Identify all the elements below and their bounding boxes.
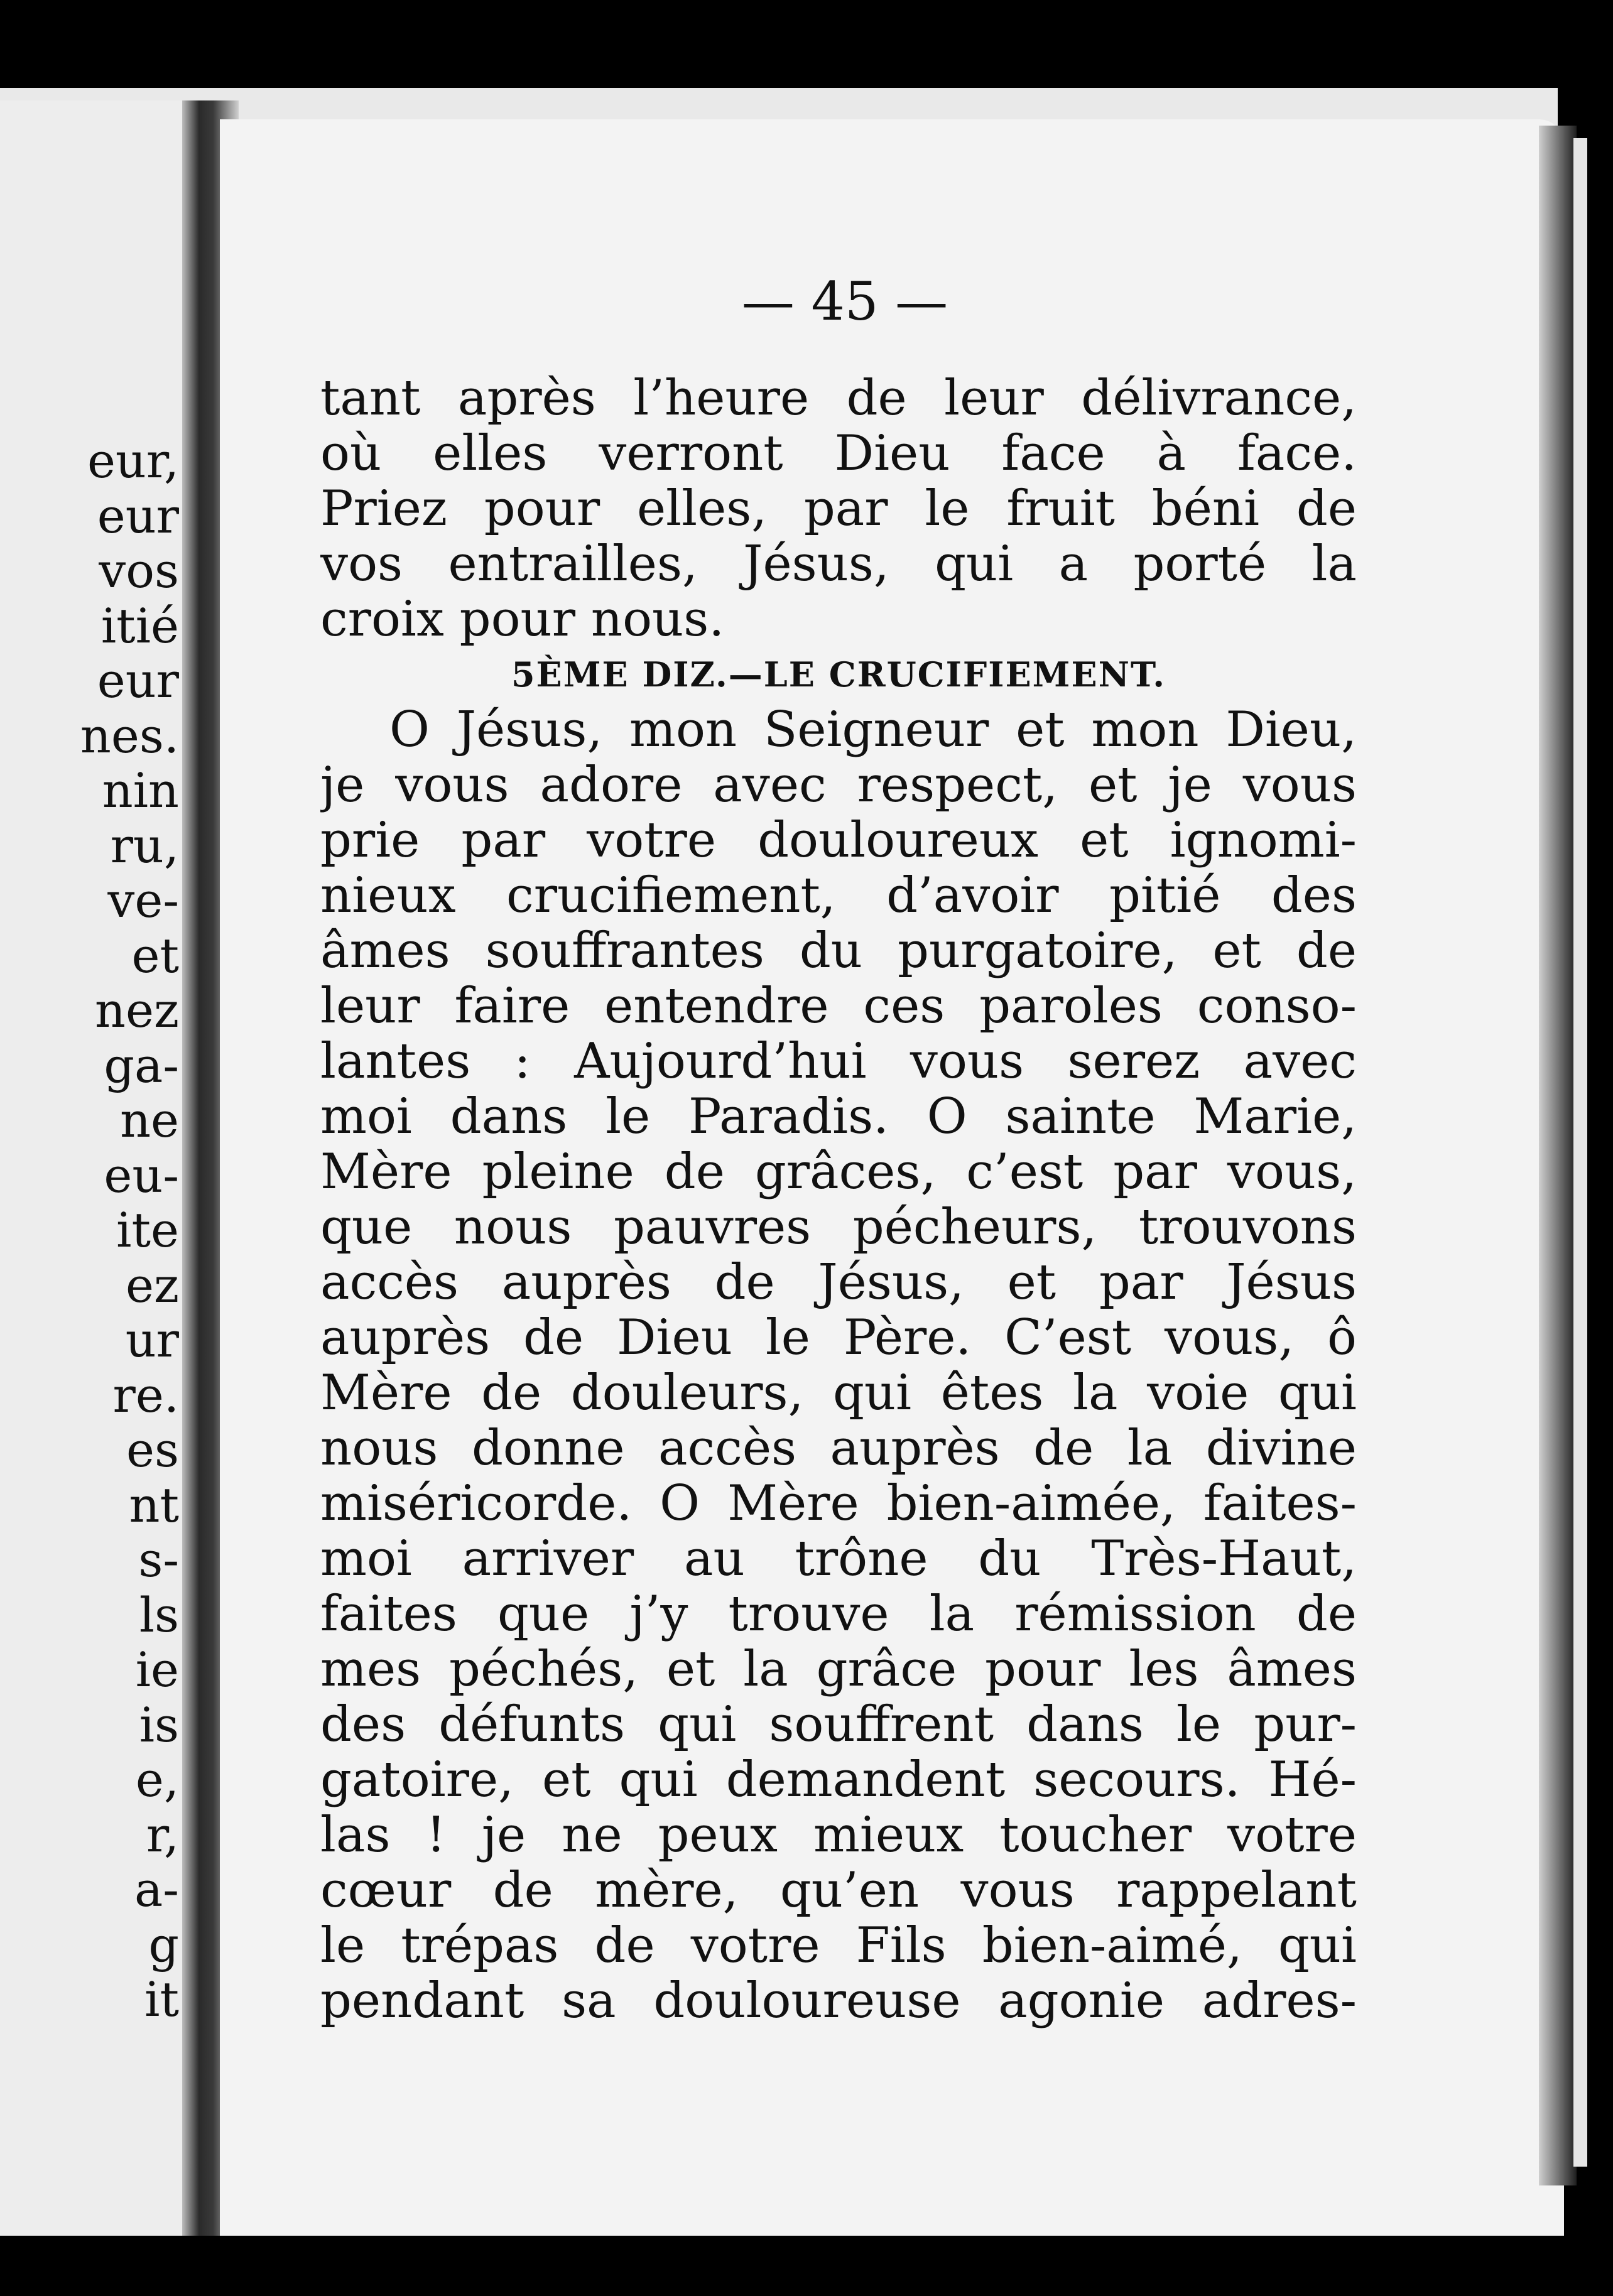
left-fragment: is xyxy=(139,1697,179,1752)
text-line: des défunts qui souffrent dans le pur- xyxy=(320,1697,1357,1752)
text-line: accès auprès de Jésus, et par Jésus xyxy=(320,1255,1357,1310)
left-fragment: es xyxy=(126,1422,179,1478)
text-line: las ! je ne peux mieux toucher votre xyxy=(320,1807,1357,1863)
left-fragment: ne xyxy=(120,1093,179,1148)
page-number: — 45 — xyxy=(741,271,948,332)
left-fragment: eur, xyxy=(87,433,179,489)
text-line: moi dans le Paradis. O sainte Marie, xyxy=(320,1089,1357,1144)
text-line: mes péchés, et la grâce pour les âmes xyxy=(320,1642,1357,1697)
left-fragment: re. xyxy=(112,1367,179,1422)
page-body xyxy=(320,371,1357,2028)
left-fragment: ite xyxy=(116,1203,179,1258)
text-line: auprès de Dieu le Père. C’est vous, ô xyxy=(320,1310,1357,1365)
text-line: Mère de douleurs, qui êtes la voie qui xyxy=(320,1365,1357,1421)
text-line: nous donne accès auprès de la divine xyxy=(320,1421,1357,1476)
text-line: O Jésus, mon Seigneur et mon Dieu, xyxy=(389,702,1357,757)
left-fragment: nez xyxy=(95,983,179,1038)
page-stack-edge xyxy=(1573,138,1587,2167)
text-line: moi arriver au trône du Très-Haut, xyxy=(320,1531,1357,1586)
text-line: le trépas de votre Fils bien-aimé, qui xyxy=(320,1918,1357,1973)
text-line: tant après l’heure de leur délivrance, xyxy=(320,371,1357,426)
section-heading: 5ÈME DIZ.—LE CRUCIFIEMENT. xyxy=(511,654,1166,695)
left-page-text xyxy=(0,433,179,2027)
text-line: croix pour nous. xyxy=(320,592,725,647)
text-line: vos entrailles, Jésus, qui a porté la xyxy=(320,536,1357,592)
text-line: lantes : Aujourd’hui vous serez avec xyxy=(320,1034,1357,1089)
left-fragment: eur xyxy=(97,653,179,708)
text-line: Mère pleine de grâces, c’est par vous, xyxy=(320,1144,1357,1199)
left-fragment: ve- xyxy=(107,873,179,928)
left-fragment: nin xyxy=(102,763,179,818)
left-fragment: et xyxy=(131,928,179,983)
left-fragment: nt xyxy=(129,1477,179,1532)
left-fragment: vos xyxy=(99,543,179,598)
text-line: pendant sa douloureuse agonie adres- xyxy=(320,1973,1357,2028)
left-fragment: r, xyxy=(146,1807,179,1862)
text-line: je vous adore avec respect, et je vous xyxy=(320,757,1357,813)
text-line: prie par votre douloureux et ignomi- xyxy=(320,813,1357,868)
text-line: où elles verront Dieu face à face. xyxy=(320,426,1357,481)
text-line: nieux crucifiement, d’avoir pitié des xyxy=(320,868,1357,923)
left-fragment: g xyxy=(148,1917,179,1972)
left-fragment: ga- xyxy=(104,1037,179,1093)
text-line: leur faire entendre ces paroles conso- xyxy=(320,978,1357,1034)
left-fragment: it xyxy=(144,1972,179,2027)
left-fragment: s- xyxy=(138,1532,179,1588)
text-line: cœur de mère, qu’en vous rappelant xyxy=(320,1863,1357,1918)
left-fragment: ls xyxy=(139,1587,179,1642)
text-line: Priez pour elles, par le fruit béni de xyxy=(320,481,1357,536)
text-line: que nous pauvres pécheurs, trouvons xyxy=(320,1199,1357,1255)
left-fragment: a- xyxy=(134,1862,179,1917)
text-line: âmes souffrantes du purgatoire, et de xyxy=(320,923,1357,978)
left-fragment: eur xyxy=(97,488,179,543)
text-line: faites que j’y trouve la rémission de xyxy=(320,1586,1357,1642)
left-fragment: ie xyxy=(135,1642,179,1698)
text-line: miséricorde. O Mère bien-aimée, faites- xyxy=(320,1476,1357,1531)
left-fragment: eu- xyxy=(104,1147,179,1203)
text-line: gatoire, et qui demandent secours. Hé- xyxy=(320,1752,1357,1807)
left-fragment: ur xyxy=(125,1313,179,1368)
page-edge-shadow xyxy=(1539,126,1577,2185)
left-fragment: nes. xyxy=(80,708,179,763)
left-fragment: ru, xyxy=(110,818,179,873)
left-fragment: e, xyxy=(135,1752,179,1807)
left-fragment: itié xyxy=(100,598,179,653)
left-fragment: ez xyxy=(125,1257,179,1313)
